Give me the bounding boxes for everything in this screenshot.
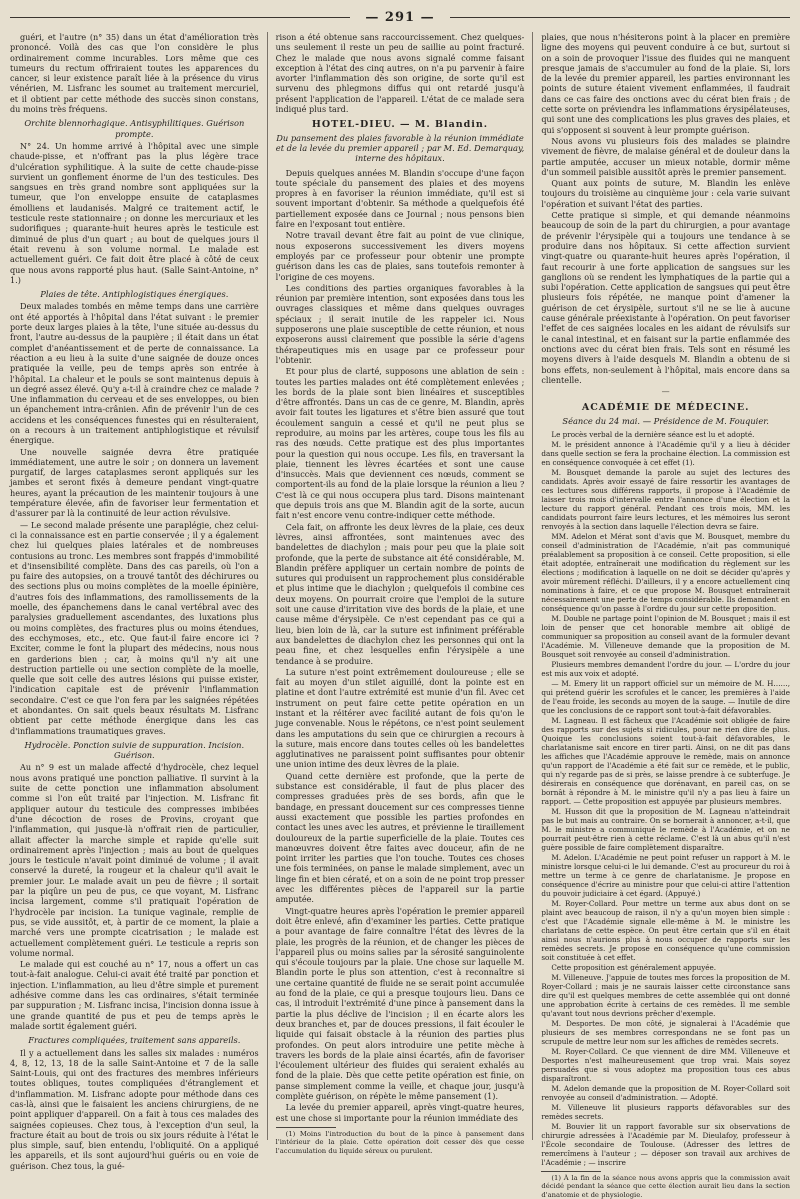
paragraph: Vingt-quatre heures après l'opération le premier appareil doit être enlevé, afin d'examiner les parties. Cette pratique a pour avantage de faire connaître l'état des lèvres de la plaie, les progrès de la réunion, et de changer les pièces de l'appareil plus ou moins salies par la sérosité sanguinolente qui s'écoule toujours par la plaie. Une chose sur laquelle M. Blandin porte le plus son attention, c'est à reconnaître si une certaine quantité de fluide ne se serait point accumulée au fond de la plaie, ce qui a presque toujours lieu. Dans ce cas, il introduit l'extrémité d'une pince à pansement dans la partie la plus déclive de l'incision ; il en écarte alors les deux branches et, par de douces pressions, il fait écouler le liquide qui faisait obstacle à la réunion des parties plus profondes. On peut alors introduire une petite mèche à travers les bords de la plaie ainsi écartés, afin de favoriser l'écoulement ultérieur des fluides qui seraient exhalés au fond de la plaie. Dès que cette petite opération est finie, on panse simplement comme la veille, et chaque jour, jusqu'à complète guérison, on répète le même pansement (1). (275, 905, 525, 1101)
paragraph: Il y a actuellement dans les salles six malades : numéros 4, 8, 12, 13, 18 de la salle Saint-Antoine et 7 de la salle Saint-Louis, qui ont des fractures des membres inférieurs toutes obliques, toutes compliquées d'étranglement et d'inflammation. M. Lisfranc adopte pour méthode dans ces cas-là, ainsi que le faisaient les anciens chirurgiens, de ne point appliquer d'appareil. On a fait à tous ces malades des saignées copieuses. Chez tous, à l'exception d'un seul, la fracture était au bout de trois ou six jours réduite à l'état le plus simple, sauf, bien entendu, l'obliquité. On a appliqué les appareils, et ils sont aujourd'hui guéris ou en voie de guérison. Chez tous, la gué- (10, 1047, 259, 1171)
paragraph: Les conditions des parties organiques favorables à la réunion par première intention, sont exposées dans tous les ouvrages classiques et même dans quelques ouvrages spéciaux ; il serait inutile de les rappeler ici. Nous supposerons une plaie susceptible de cette réunion, et nous exposerons aussi clairement que possible la série d'agens thérapeutiques mis en usage par ce professeur pour l'obtenir. (275, 282, 525, 365)
article-columns (10, 32, 791, 1199)
minutes-paragraph: MM. Adelon et Mérat sont d'avis que M. Bousquet, membre du conseil d'administration de l'Académie, n'ait pas communiqué préalablement sa proposition à ce conseil. Cette proposition, si elle était adoptée, entraînerait une modification du règlement sur les élections ; modification à laquelle on ne doit se décider qu'après y avoir mûrement réfléchi. D'ailleurs, il y a encore actuellement cinq nominations à faire, et ce que propose M. Bousquet entraînerait nécessairement une perte de temps considérable. Ils demandent en conséquence qu'on passe à l'ordre du jour sur cette proposition. (541, 531, 791, 613)
paragraph: N° 24. Un homme arrivé à l'hôpital avec une simple chaude-pisse, et n'offrant pas la plus légère trace d'ulcération syphilitique. À la suite de cette chaude-pisse survient un gonflement énorme de l'un des testicules. Des sangsues en très grand nombre sont appliquées sur la tumeur, que l'on enveloppe ensuite de cataplasmes émolliens et laudanisés. Malgré ce traitement actif, le testicule reste stationnaire ; on donne les mercuriaux et les sudorifiques ; quarante-huit heures après le testicule est diminué de plus d'un quart ; au bout de quelques jours il était revenu à son volume normal. Le malade est actuellement guéri. Ce fait doit être placé à côté de ceux que nous avons rapporté plus haut. (Salle Saint-Antoine, n° 1.) (10, 140, 259, 285)
paragraph: Nous avons vu plusieurs fois des malades se plaindre vivement de fièvre, de malaise général et de douleur dans la partie amputée, accuser un mieux notable, dormir même d'un sommeil paisible aussitôt après le premier pansement. (541, 135, 791, 177)
paragraph: Et pour plus de clarté, supposons une ablation de sein : toutes les parties malades ont été complètement enlevées ; les bords de la plaie sont bien linéaires et susceptibles d'être affrontés. Dans un cas de ce genre, M. Blandin, après avoir fait toutes les ligatures et s'être bien assuré que tout écoulement sanguin a cessé et qu'il ne peut plus se reproduire, au moins par les artères, coupe tous les fils au ras des nœuds. Cette pratique est des plus importantes pour la question qui nous occupe. Les fils, en traversant la plaie, tiennent les lèvres écartées et sont une cause d'insuccès. Mais que deviennent ces nœuds, comment se comportent-ils au fond de la plaie lorsque la réunion a lieu ? C'est là ce qui nous occupera plus tard. Disons maintenant que depuis trois ans que M. Blandin agit de la sorte, aucun fait n'est encore venu contre-indiquer cette méthode. (275, 366, 525, 521)
paragraph: Au n° 9 est un malade affecté d'hydrocèle, chez lequel nous avons pratiqué une ponction palliative. Il survint à la suite de cette ponction une inflammation absolument comme si l'on eût traité par l'injection. M. Lisfranc fit appliquer autour du testicule des compresses imbibées d'une décoction de roses de Provins, croyant que l'inflammation, qui jusque-là n'offrait rien de particulier, allait affecter la marche simple et rapide qu'elle suit ordinairement après l'injection ; mais au bout de quelques jours le testicule n'avait point diminué de volume ; il avait conservé la dureté, la rougeur et la chaleur qu'il avait le premier jour. Le malade avait un peu de fièvre ; il sortait par la piqûre un peu de pus, ce que voyant, M. Lisfranc incisa largement, comme s'il pratiquait l'opération de l'hydrocèle par incision. La tunique vaginale, remplie de pus, se vide aussitôt, et, à partir de ce moment, la plaie a marché vers une prompte cicatrisation ; le malade est actuellement complètement guéri. Le testicule a repris son volume normal. (10, 762, 259, 958)
minutes-paragraph: M. Bousquet demande la parole au sujet des lectures des candidats. Après avoir essayé de faire ressortir les avantages de ces lectures sous différens rapports, il propose à l'Académie de laisser trois mois d'intervalle entre l'annonce d'une élection et la lecture du rapport général. Pendant ces trois mois, MM. les candidats pourront faire leurs lectures, et les mémoires lus seront renvoyés à la section dans laquelle l'élection devra se faire. (541, 467, 791, 531)
separator-dash: — (661, 387, 670, 397)
paragraph: Quand cette dernière est profonde, que la perte de substance est considérable, il faut de plus placer des compresses graduées près de ses bords, afin que le bandage, en pressant doucement sur ces compresses tienne aussi exactement que possible les parties profondes en contact les unes avec les autres, et prévienne le tiraillement douloureux de la partie superficielle de la plaie. Toutes ces manœuvres doivent être faites avec douceur, afin de ne point irriter les parties que l'on touche. Toutes ces choses une fois terminées, on panse le malade simplement, avec un linge fin et bien cératé, et on a soin de ne point trop presser avec les différentes pièces de l'appareil sur la partie amputée. (275, 770, 525, 905)
header-rule-right (450, 17, 790, 18)
paragraph: Notre travail devant être fait au point de vue clinique, nous exposerons successivement les divers moyens employés par ce professeur pour obtenir une prompte guérison dans les cas de plaies, sans toutefois remonter à l'origine de ces moyens. (275, 230, 525, 282)
footnote-rule (541, 1171, 601, 1172)
paragraph: Le malade qui est couché au n° 17, nous a offert un cas tout-à-fait analogue. Celui-ci avait été traité par ponction et injection. L'inflammation, au lieu d'être simple et purement adhésive comme dans les cas ordinaires, s'était terminée par suppuration ; M. Lisfranc incisa, l'incision donna issue à une grande quantité de pus et peu de temps après le malade sortit également guéri. (10, 959, 259, 1031)
paragraph: Une nouvelle saignée devra être pratiquée immédiatement, une autre le soir ; on donnera un lavement purgatif, de larges cataplasmes seront appliqués sur les jambes et seront fixés à demeure pendant vingt-quatre heures, ayant la précaution de les maintenir toujours à une température élevée, afin de favoriser leur fermentation et d'assurer par là la continuité de leur action révulsive. (10, 446, 259, 519)
paragraph: La suture n'est point extrêmement douloureuse ; elle se fait au moyen d'un stilet aiguillé, dont la pointe est en platine et dont l'autre extrémité est munie d'un fil. Avec cet instrument on peut faire cette petite opération en un instant et la réitérer avec facilité autant de fois qu'on le juge convenable. Nous le répétons, ce n'est point seulement dans les amputations du sein que ce chirurgien a recours à la suture, mais encore dans toutes celles où les bandelettes agglutinatives ne paraissent point suffisantes pour obtenir une union intime des deux lèvres de la plaie. (275, 666, 525, 770)
section-heading: Fractures compliquées, traitement sans appareils. (28, 1035, 241, 1046)
minutes-paragraph: M. Bouvier lit un rapport favorable sur six observations de chirurgie adressées à l'Académie par M. Dieulafoy, professeur à l'École secondaire de Toulouse. (Adresser des lettres de remercîmens à l'auteur ; — déposer son travail aux archives de l'Académie ; — inscrire (541, 1121, 791, 1167)
paragraph: La levée du premier appareil, après vingt-quatre heures, est une chose si importante pour la réunion immédiate des (275, 1102, 525, 1123)
column-left (10, 32, 259, 1171)
article-title: ACADÉMIE DE MÉDECINE. (581, 402, 750, 414)
header-rule-left (10, 17, 350, 18)
minutes-paragraph: M. Villeneuve. J'appuie de toutes mes forces la proposition de M. Royer-Collard ; mais je ne saurais laisser cette circonstance sans dire qu'il est quelques membres de cette assemblée qui ont donné une approbation écrite à certains de ces remèdes. Il me semble qu'avant tout nous devrions prêcher d'exemple. (541, 972, 791, 1018)
section-heading: Plaies de tête. Antiphlogistiques énergiques. (40, 289, 229, 300)
minutes-paragraph: M. Lagneau. Il est fâcheux que l'Académie soit obligée de faire des rapports sur des sujets si ridicules, pour ne rien dire de plus. Quoique les conclusions soient tout-à-fait défavorables, le charlatanisme sait encore en tirer parti. Ainsi, on ne dit pas dans les affiches que l'Académie approuve le remède, mais on annonce qu'un rapport de l'Académie a été fait sur ce remède, et le public, qui n'y regarde pas de si près, se laisse prendre à ce subterfuge. Je désirerais en conséquence que dorénavant, en pareil cas, on se bornât à répondre à M. le ministre qu'il n'y a pas lieu à faire un rapport. — Cette proposition est appuyée par plusieurs membres. (541, 715, 791, 806)
section-heading: Orchite blennorhagique. Antisyphilitiques. Guérison prompte. (24, 118, 245, 139)
paragraph: Quant aux points de suture, M. Blandin les enlève toujours du troisième au cinquième jour : cela varie suivant l'opération et suivant l'état des parties. (541, 178, 791, 209)
footnote: (1) À la fin de la séance nous avons appris que la commission avait décidé pendant la séance que cette élection aurait lieu dans la section d'anatomie et de physiologie. (541, 1173, 791, 1199)
article-subtitle: Du pansement des plaies favorable à la réunion immédiate et de la levée du premier appareil ; par M. Ed. Demarquay, interne des hôpitaux. (275, 132, 525, 164)
paragraph: guéri, et l'autre (n° 35) dans un état d'amélioration très prononcé. Voilà des cas que l'on considère le plus ordinairement comme incurables. Lors même que ces tumeurs du rectum offriraient toutes les apparences du cancer, si leur existence paraît liée à la présence du virus vénérien, M. Lisfranc les soumet au traitement mercuriel, et il obtient par cette méthode des succès sinon constans, du moins très fréquens. (10, 32, 259, 115)
minutes-paragraph: M. Villeneuve lit plusieurs rapports défavorables sur des remèdes secrets. (541, 1102, 791, 1121)
minutes-paragraph: M. Husson dit que la proposition de M. Lagneau n'atteindrait pas le but mais au contraire. On se bornerait à annoncer, a-t-il, que M. le ministre a communiqué le remède à l'Académie, et on ne pourrait peut-être rien à cette réclame. C'est là un abus qu'il n'est guère possible de faire complètement disparaître. (541, 806, 791, 852)
minutes-paragraph: M. Adelon. L'Académie ne peut point refuser un rapport à M. le ministre lorsque celui-ci le lui demande. C'est au procureur du roi à mettre un terme à ce genre de charlatanisme. Je propose en conséquence d'écrire au ministre pour que celui-ci attire l'attention du pouvoir judiciaire à cet égard. (Appuyé.) (541, 852, 791, 898)
minutes-paragraph: M. Double ne partage point l'opinion de M. Bousquet ; mais il est loin de penser que cet honorable membre ait obligé de communiquer sa proposition au conseil avant de la formuler devant l'Académie. M. Villeneuve demande que la proposition de M. Bousquet soit renvoyée au conseil d'administration. (541, 613, 791, 659)
paragraph: — Le second malade présente une paraplégie, chez celui-ci la connaissance est en partie conservée ; il y a également chez lui quelques plaies latérales et de nombreuses contusions au tronc. Les membres sont frappés d'immobilité et d'insensibilité complète. Dans des cas pareils, où l'on a pu faire des autopsies, on a trouvé tantôt des déchirures ou des sections plus ou moins complètes de la moelle épinière, d'autres fois des inflammations, des ramollissements de la moelle, des épanchemens dans le canal vertébral avec des paralysies graduellement ascendantes, des luxations plus ou moins complètes, des fractures plus ou moins étendues, des ecchymoses, etc., etc. Que faut-il faire encore ici ? Exciter, comme le font la plupart des médecins, nous nous en garderions bien ; car, à moins qu'il n'y ait une destruction partielle ou une section complète de la moelle, quelle que soit celle des autres lésions qui puisse exister, l'indication capitale est de prévenir l'inflammation secondaire. C'est ce que l'on fera par les saignées répétées et abondantes. On sait quels beaux résultats M. Lisfranc obtient par cette méthode énergique dans les cas d'inflammations traumatiques graves. (10, 519, 259, 736)
column-middle (267, 32, 525, 1155)
minutes-paragraph: Plusieurs membres demandent l'ordre du jour. — L'ordre du jour est mis aux voix et adopté. (541, 659, 791, 678)
minutes-paragraph: M. Royer-Collard. Pour mettre un terme aux abus dont on se plaint avec beaucoup de raison, il n'y a qu'un moyen bien simple : c'est que l'Académie signale elle-même à M. le ministre les charlatans de cette espèce. On peut être certain que s'il en était ainsi nous n'aurions plus à nous occuper de rapports sur les remèdes secrets. Je propose en conséquence qu'une commission soit constituée à cet effet. (541, 898, 791, 962)
paragraph: Cette pratique si simple, et qui demande néanmoins beaucoup de soin de la part du chirurgien, a pour avantage de prévenir l'érysipèle qui a toujours une tendance à se produire dans nos hôpitaux. Si cette affection survient vingt-quatre ou quarante-huit heures après l'opération, il faut recourir à une forte application de sangsues sur les ganglions où se rendent les lymphatiques de la partie qui a subi l'opération. Cette application de sangsues qui peut être plusieurs fois répétée, ne manque point d'amener la guérison de cet érysipèle, surtout s'il ne se lie à aucune cause générale préexistante à l'opération. On peut favoriser l'effet de ces saignées locales en les aidant de révulsifs sur le canal intestinal, et en faisant sur la partie enflammée des onctions avec du cérat bien frais. Tels sont en résumé les moyens divers à l'aide desquels M. Blandin a obtenu de si bons effets, non-seulement à l'hôpital, mais encore dans sa clientelle. (541, 210, 791, 385)
minutes-paragraph: M. Royer-Collard. Ce que viennent de dire MM. Villeneuve et Desportes n'est malheureusement que trop vrai. Mais soyez persuadés que si vous adoptez ma proposition tous ces abus disparaîtront. (541, 1046, 791, 1083)
column-right (532, 32, 791, 1199)
minutes-paragraph: M. Desportes. De mon côté, je signalerai à l'Académie que plusieurs de ses membres correspondans ne se font pas un scrupule de mettre leur nom sur les affiches de remèdes secrets. (541, 1018, 791, 1046)
minutes-paragraph: Le procès verbal de la dernière séance est lu et adopté. (551, 429, 755, 439)
minutes-paragraph: Cette proposition est généralement appuyée. (551, 962, 717, 972)
footnote-rule (276, 1127, 336, 1128)
minutes-paragraph: M. Adelon demande que la proposition de M. Royer-Collard soit renvoyée au conseil d'administration. — Adopté. (541, 1083, 791, 1102)
section-heading: Hydrocèle. Ponction suivie de suppuration. Incision. Guérison. (24, 739, 245, 761)
page-number: — 291 — (365, 10, 435, 25)
article-subtitle: Séance du 24 mai. — Présidence de M. Fouquier. (562, 415, 769, 426)
paragraph: Deux malades tombés en même temps dans une carrière ont été apportés à l'hôpital dans l'état suivant : le premier porte deux larges plaies à la tête, l'une située au-dessus du front, l'autre au-dessus de la paupière ; il était dans un état complet d'anéantissement et de perte de connaissance. La réaction a eu lieu à la suite d'une saignée de douze onces pratiquée la veille, peu de temps après son entrée à l'hôpital. La chaleur et le pouls se sont maintenus depuis à un degré assez élevé. Qu'y a-t-il à craindre chez ce malade ? Une inflammation du cerveau et de ses enveloppes, ou bien un épanchement intra-crânien. Afin de prévenir l'un de ces accidens et les conséquences funestes qui en résulteraient, on a recours à un traitement antiphlogistique et révulsif énergique. (10, 301, 259, 446)
paragraph: plaies, que nous n'hésiterons point à la placer en première ligne des moyens qui peuvent conduire à ce but, surtout si on a soin de provoquer l'issue des fluides qui ne manquent presque jamais de s'accumuler au fond de la plaie. Si, lors de la levée du premier appareil, les parties environnant les points de suture étaient vivement enflammées, il faudrait dans ce cas faire des onctions avec du cérat bien frais ; de cette sorte on préviendra les inflammations érysipélateuses, qui sont une des complications les plus graves des plaies, et qui s'opposent si souvent à leur prompte guérison. (541, 32, 791, 135)
footnote: (1) Moins l'introduction du bout de la pince à pansement dans l'intérieur de la plaie. Cette opération doit cesser dès que cesse l'accumulation du liquide séreux ou purulent. (275, 1129, 525, 1155)
paragraph: Depuis quelques années M. Blandin s'occupe d'une façon toute spéciale du pansement des plaies et des moyens propres à en favoriser la réunion immédiate, qu'il est si souvent important d'obtenir. Sa méthode a quelquefois été partiellement exposée dans ce Journal ; nous pensons bien faire en l'exposant tout entière. (275, 167, 525, 230)
minutes-paragraph: — M. Emery lit un rapport officiel sur un mémoire de M. H……, qui prétend guérir les scrofules et le cancer, les premières à l'aide de l'eau froide, les seconds au moyen de la sauge. — Inutile de dire que les conclusions de ce rapport sont tout-à-fait défavorables. (541, 678, 791, 715)
paragraph: rison a été obtenue sans raccourcissement. Chez quelques-uns seulement il reste un peu de saillie au point fracturé. Chez le malade que nous avons signalé comme faisant exception à l'état des cinq autres, on n'a pu parvenir à faire avorter l'inflammation dès son origine, de sorte qu'il est survenu des phlegmons diffus qui ont retardé jusqu'à présent l'application de l'appareil. L'état de ce malade sera indiqué plus tard. (275, 32, 525, 115)
article-title: HOTEL-DIEU. — M. Blandin. (311, 119, 489, 131)
page-header (0, 6, 800, 28)
minutes-paragraph: M. le président annonce à l'Académie qu'il y a lieu à décider dans quelle section se fera la prochaine élection. La commission est en conséquence convoquée à cet effet (1). (541, 439, 791, 467)
paragraph: Cela fait, on affronte les deux lèvres de la plaie, ces deux lèvres, ainsi affrontées, sont maintenues avec des bandelettes de diachylon ; mais pour peu que la plaie soit profonde, que la perte de substance ait été considérable, M. Blandin préfère appliquer un certain nombre de points de sutures qui produisent un rapprochement plus considérable et plus intime que le diachylon ; quelquefois il combine ces deux moyens. On pourrait croire que l'emploi de la suture soit une cause d'irritation vive des bords de la plaie, et une cause même d'érysipèle. Ce n'est cependant pas ce qui a lieu, bien loin de là, car la suture est infiniment préférable aux bandelettes de diachylon chez les personnes qui ont la peau fine, et chez lesquelles enfin l'érysipèle a une tendance à se produire. (275, 521, 525, 666)
